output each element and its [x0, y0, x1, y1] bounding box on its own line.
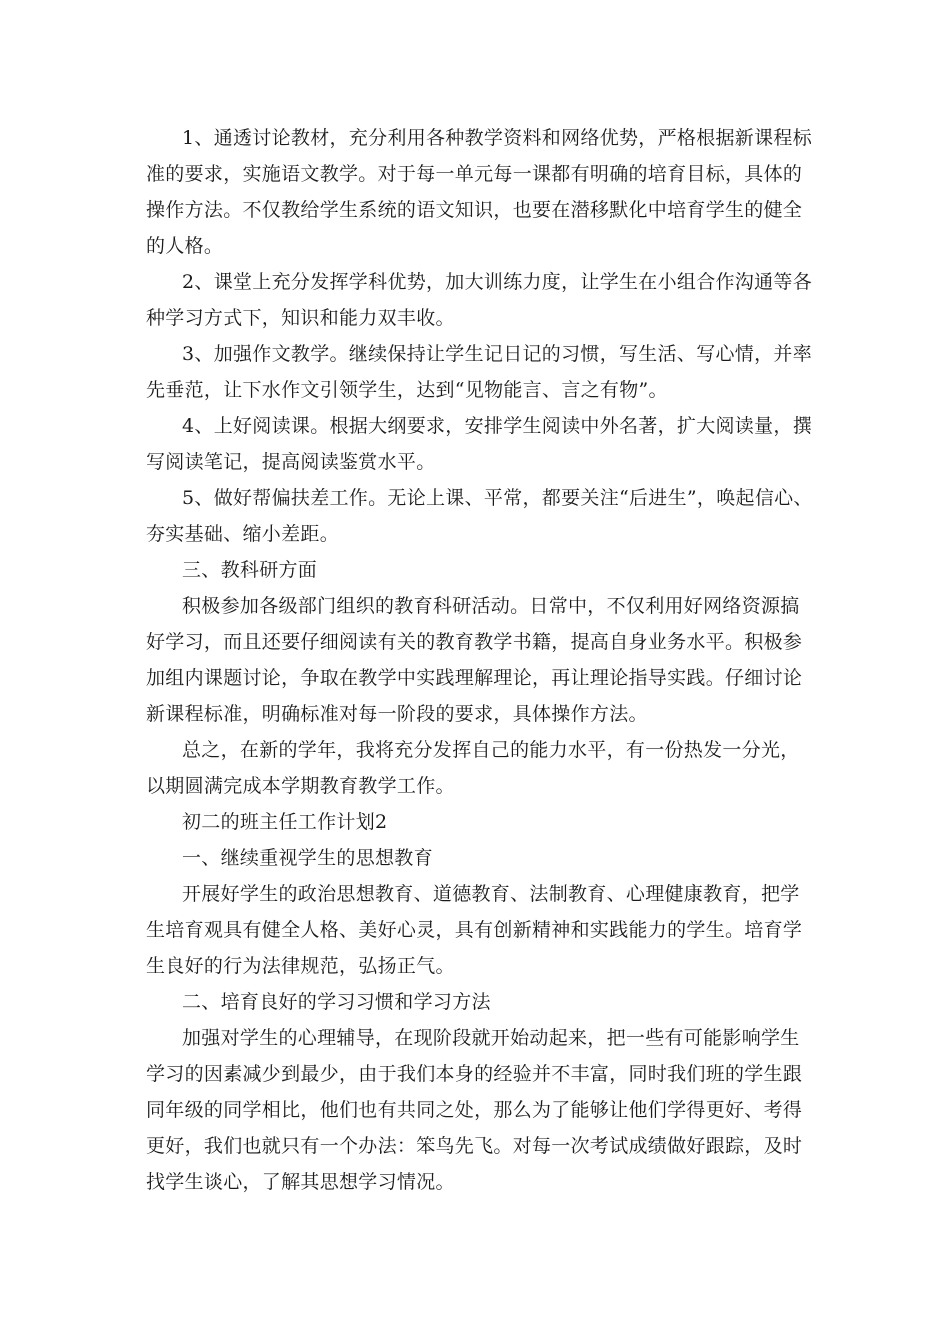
text-line: 以期圆满完成本学期教育教学工作。 — [146, 775, 455, 797]
text-line: 好学习，而且还要仔细阅读有关的教育教学书籍，提高自身业务水平。积极参 — [146, 631, 803, 653]
text-line: 学习的因素减少到最少，由于我们本身的经验并不丰富，同时我们班的学生跟 — [146, 1063, 803, 1085]
text-line: 操作方法。不仅教给学生系统的语文知识，也要在潜移默化中培育学生的健全 — [146, 199, 803, 221]
text-line: 4、上好阅读课。根据大纲要求，安排学生阅读中外名著，扩大阅读量，撰 — [182, 415, 812, 437]
text-line: 先垂范，让下水作文引领学生，达到“见物能言、言之有物”。 — [146, 379, 668, 401]
text-line: 找学生谈心，了解其思想学习情况。 — [146, 1171, 455, 1193]
text-line: 加组内课题讨论，争取在教学中实践理解理论，再让理论指导实践。仔细讨论 — [146, 667, 803, 689]
text-line: 2、课堂上充分发挥学科优势，加大训练力度，让学生在小组合作沟通等各 — [182, 271, 812, 293]
text-line: 生良好的行为法律规范，弘扬正气。 — [146, 955, 455, 977]
section-heading: 一、继续重视学生的思想教育 — [182, 847, 433, 869]
text-line: 3、加强作文教学。继续保持让学生记日记的习惯，写生活、写心情，并率 — [182, 343, 812, 365]
text-line: 加强对学生的心理辅导，在现阶段就开始动起来，把一些有可能影响学生 — [182, 1027, 800, 1049]
text-line: 同年级的同学相比，他们也有共同之处，那么为了能够让他们学得更好、考得 — [146, 1099, 803, 1121]
text-line: 夯实基础、缩小差距。 — [146, 523, 340, 545]
text-line: 新课程标准，明确标准对每一阶段的要求，具体操作方法。 — [146, 703, 648, 725]
text-line: 生培育观具有健全人格、美好心灵，具有创新精神和实践能力的学生。培育学 — [146, 919, 803, 941]
text-line: 总之，在新的学年，我将充分发挥自己的能力水平，有一份热发一分光， — [182, 739, 800, 761]
text-line: 5、做好帮偏扶差工作。无论上课、平常，都要关注“后进生”，唤起信心、 — [182, 487, 813, 509]
plan-title: 初二的班主任工作计划2 — [182, 811, 388, 833]
text-line: 准的要求，实施语文教学。对于每一单元每一课都有明确的培育目标，具体的 — [146, 163, 803, 185]
text-line: 的人格。 — [146, 235, 224, 257]
text-line: 积极参加各级部门组织的教育科研活动。日常中，不仅利用好网络资源搞 — [182, 595, 800, 617]
text-line: 写阅读笔记，提高阅读鉴赏水平。 — [146, 451, 436, 473]
section-heading: 二、培育良好的学习习惯和学习方法 — [182, 991, 491, 1013]
section-heading: 三、教科研方面 — [182, 559, 318, 581]
text-line: 开展好学生的政治思想教育、道德教育、法制教育、心理健康教育，把学 — [182, 883, 800, 905]
text-line: 种学习方式下，知识和能力双丰收。 — [146, 307, 455, 329]
text-line: 1、通透讨论教材，充分利用各种教学资料和网络优势，严格根据新课程标 — [182, 127, 812, 149]
text-line: 更好，我们也就只有一个办法：笨鸟先飞。对每一次考试成绩做好跟踪，及时 — [146, 1135, 803, 1157]
